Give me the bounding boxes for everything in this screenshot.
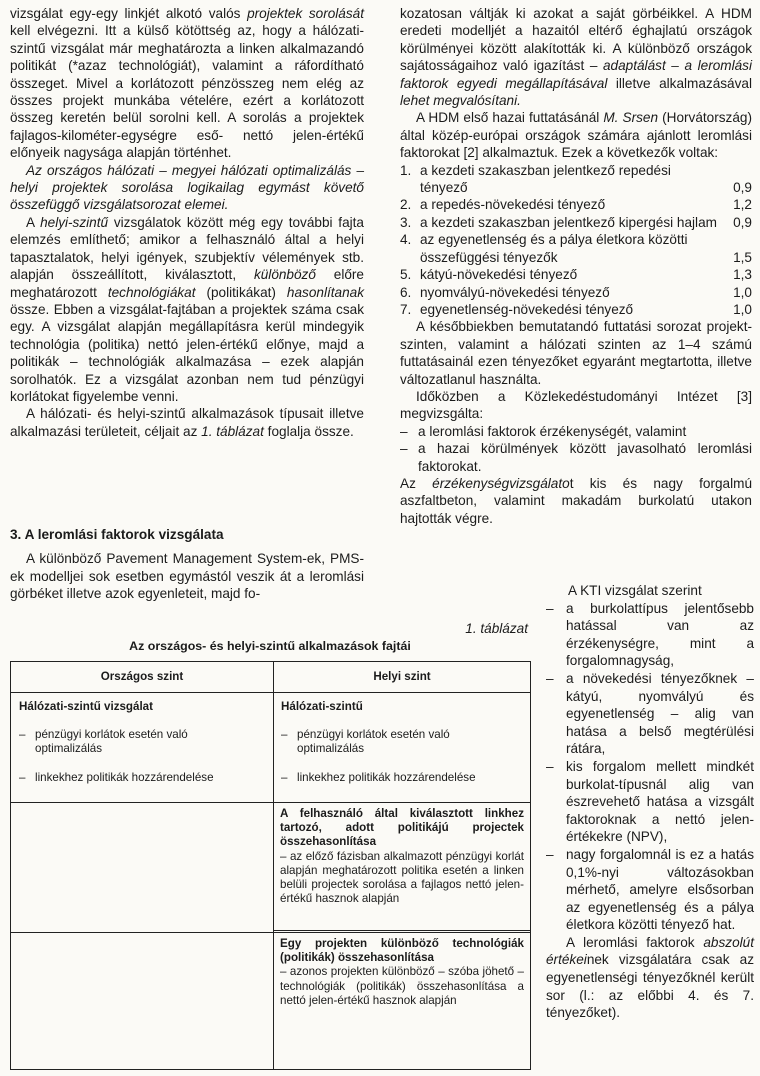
text: M. Srsen (603, 110, 659, 126)
box-heading: A felhasználó által kiválasztott linkhez tartozó, adott politikájú projectek összehasonlítása (280, 807, 524, 849)
text: lehet megvalósítani. (400, 93, 521, 109)
item-value: 1,2 (733, 197, 752, 213)
paragraph: A különböző Pavement Management System-ek, PMS-ek modelljei sok esetben egymástól veszik át a leromlási görbéket illetve azok egyenleteit, majd fo- (10, 551, 364, 602)
header-divider (11, 692, 530, 693)
list-item (19, 728, 265, 756)
table-box (273, 932, 531, 1062)
cell-heading: Hálózati-szintű (281, 700, 363, 713)
list-item (281, 771, 525, 785)
dash-bullet: – (19, 770, 26, 784)
item-text: a leromlási faktorok érzékenységét, valamint (418, 423, 687, 439)
text: t kis és nagy forgalmú aszfaltbeton, valamint makadám burkolatú utakon hajtották végre. (400, 475, 752, 526)
item-number: 2. (400, 197, 412, 213)
dash-bullet: – (546, 600, 554, 616)
item-text: az egyenetlenség és a pálya életkora közötti összefüggési tényezők (420, 232, 688, 265)
item-number: 4. (400, 232, 412, 248)
text: A leromlási faktorok (566, 934, 704, 950)
text: (Horvátország) által közép-európai országok számára ajánlott leromlási faktorokat [2] alkalmaztuk. Ezek a következők voltak: (400, 110, 752, 161)
dash-bullet: – (546, 670, 554, 686)
paragraph (400, 5, 752, 109)
text: 1. táblázat (201, 423, 264, 439)
section-heading: 3. A leromlási faktorok vizsgálata (10, 527, 224, 542)
dash-bullet: – (400, 423, 408, 439)
text: vizsgálat egy-egy linkjét alkotó valós (10, 6, 248, 21)
item-text: linkekhez politikák hozzárendelése (297, 770, 476, 784)
list-item (546, 670, 754, 758)
box-text: – azonos projekten különböző – szóba jöhető – technológiák (politikák) összehasonlítása a nettó jelen-értékű hasznok alapján (280, 965, 524, 1007)
item-number: 3. (400, 214, 412, 230)
text: kozatosan váltják ki azokat a saját görbéikkel. A HDM eredeti modelljét a hazaitól eltérő éghajlatú országok körülményei között alakították ki. A különböző országok sajátosságaihoz való igazítást – (400, 6, 752, 74)
text: helyi-szintű (40, 214, 109, 230)
item-text: linkekhez politikák hozzárendelése (35, 770, 214, 784)
cell-local (281, 700, 525, 785)
item-text: a burkolattípus jelentősebb hatással van az érzékenységre, mint a forgalomnagyság, (566, 600, 754, 669)
dash-bullet: – (546, 846, 554, 862)
section-block (10, 526, 364, 603)
list-item (400, 214, 752, 231)
list-item (400, 196, 752, 213)
dash-bullet: – (19, 728, 26, 742)
list-item (400, 266, 752, 283)
text: adaptálást – a leromlási faktorok egyedi megállapításával (400, 58, 752, 91)
list-item (546, 846, 754, 934)
column-header: Országos szint (100, 670, 184, 683)
list-item (400, 284, 752, 301)
item-value: 1,5 (733, 249, 752, 265)
dash-bullet: – (281, 770, 288, 784)
item-text: a kezdeti szakaszban jelentkező kipergési hajlam (420, 214, 717, 230)
list-item (546, 758, 754, 846)
text: vizsgálatok között még egy további fajta elemzés említhető; amikor a felhasználó által a helyi tapasztalatok, helyi igények, szubjektív vélemények stb. alapján összeállított, kiválasztott, (10, 214, 364, 283)
kti-column (546, 582, 754, 1022)
box-heading: Egy projekten különböző technológiák (politikák) összehasonlítása (280, 937, 524, 965)
text: érzékenységvizsgálato (432, 475, 570, 491)
table-box (273, 802, 531, 931)
row-divider (11, 802, 273, 803)
text: A hálózati- és helyi-szintű alkalmazások típusait illetve alkalmazási területeit, céljait az (10, 406, 364, 439)
item-number: 5. (400, 267, 412, 283)
text: foglalja össze. (263, 423, 354, 439)
text: össze. Ebben a vizsgálat-fajtában a projektek száma csak egy. A vizsgálat alapján megállapításra kerül mindegyik technológia (politika) nettó jelen-értékű előnye, majd a politikák – technológiák alkalmazása – ezek alapján sorolhatók. Ez a vizsgálat azonban nem tud pénzügyi korlátokat figyelembe venni. (10, 301, 364, 404)
item-text: nagy forgalomnál is ez a hatás 0,1%-nyi változásokban mérhető, amelyre elsősorban az egyenetlenség és a pálya életkora közötti tényező hat. (566, 846, 754, 933)
item-text: a kezdeti szakaszban jelentkező repedési tényező (420, 162, 671, 196)
text: kell elvégezni. Itt a külső kötöttség az, hogy a hálózati-szintű vizsgálat már meghatározta a linken alkalmazandó politikát (*azaz technológiát), valamint a ráfordítható összeget. Mivel a korlátozott pénzösszeg nem elég az összes projekt munkába vételére, ezért a korlátozott összeg keretén belül sorolni kell. A sorolás a projektek fajlagos-kilométer-egységre eső- nettó jelen-értékű előnyeik nagysága alapján történhet. (10, 23, 364, 161)
paragraph (10, 405, 364, 440)
item-text: egyenetlenség-növekedési tényező (420, 301, 634, 317)
text: különböző (253, 267, 316, 283)
row-divider (11, 932, 273, 933)
text: előre meghatározott (10, 267, 364, 300)
list-item (400, 162, 752, 197)
text: nek vizsgálatára csak az egyenetlenségi tényezőknél került sor (l.: az előbbi 4. és 7. tényezőket). (546, 952, 754, 1021)
table-title: Az országos- és helyi-szintű alkalmazások fajtái (129, 639, 411, 653)
item-value: 1,0 (733, 284, 752, 300)
text: technológiákat (107, 284, 196, 300)
paragraph (400, 475, 752, 527)
text: A (26, 214, 41, 230)
list-item (19, 771, 265, 785)
text: projektek sorolását (247, 6, 365, 21)
factor-list (400, 162, 752, 319)
item-text: kátyú-növekedési tényező (420, 267, 578, 283)
text: hasonlítanak (286, 284, 364, 300)
item-value: 1,3 (733, 267, 752, 283)
paragraph (400, 109, 752, 161)
right-column (400, 5, 752, 527)
kti-list (546, 600, 754, 934)
left-column (10, 5, 364, 440)
list-item (400, 231, 752, 266)
item-text: a növekedési tényezőknek – kátyú, nyomvályú és egyenetlenség – alig van hatása a belső megtérülési rátára, (566, 670, 754, 757)
list-item (281, 728, 525, 756)
box-text: – az előző fázisban alkalmazott pénzügyi korlát alapján meghatározott politika esetén a linken belüli projectek sorolása a fajlagos nettó jelen-értékű hasznok alapján (280, 849, 524, 906)
item-text: pénzügyi korlátok esetén való optimalizálás (35, 728, 188, 756)
text: illetve alkalmazásával (607, 75, 752, 91)
column-header: Helyi szint (373, 670, 431, 683)
text: (politikákat) (195, 284, 287, 300)
list-item (400, 423, 752, 440)
paragraph (546, 934, 754, 1022)
item-value: 1,0 (733, 301, 752, 317)
list-item (546, 600, 754, 670)
item-text: nyomvályú-növekedési tényező (420, 284, 610, 300)
item-value: 0,9 (733, 180, 752, 196)
dash-bullet: – (281, 728, 288, 742)
list-item (400, 301, 752, 318)
cell-national (19, 700, 265, 785)
dash-bullet: – (400, 441, 408, 457)
item-text: a repedés-növekedési tényező (420, 197, 606, 213)
item-text: a hazai körülmények között javasolható leromlási faktorokat. (418, 441, 752, 474)
paragraph-italic (10, 162, 364, 214)
dash-bullet: – (546, 758, 554, 774)
text: A HDM első hazai futtatásánál (416, 110, 604, 126)
table-label: 1. táblázat (465, 621, 528, 636)
item-number: 7. (400, 301, 412, 317)
item-text: pénzügyi korlátok esetén való optimalizálás (297, 728, 450, 756)
paragraph: A KTI vizsgálat szerint (568, 583, 702, 598)
item-text: kis forgalom mellett mindkét burkolat-típusnál alig van észrevehető hatása a vizsgált faktoroknak a nettó jelen-értékekre (NPV), (566, 758, 754, 845)
dash-list (400, 423, 752, 475)
text: Az országos hálózati – megyei hálózati optimalizálás – helyi projektek sorolása logikailag egymást követő összefüggő vizsgálatsorozat elemei. (10, 162, 364, 213)
text: Az (400, 475, 433, 491)
item-number: 6. (400, 284, 412, 300)
paragraph (10, 5, 364, 162)
item-value: 0,9 (733, 214, 752, 230)
list-item (400, 440, 752, 475)
comparison-table (10, 661, 531, 1070)
item-number: 1. (400, 162, 412, 178)
text: abszolút értékei (546, 934, 754, 968)
paragraph: Időközben a Közlekedéstudományi Intézet [3] megvizsgálta: (400, 388, 752, 422)
cell-heading: Hálózati-szintű vizsgálat (19, 700, 153, 713)
paragraph: A későbbiekben bemutatandó futtatási sorozat projekt-szinten, valamint a hálózati szinten az 1–4 számú futtatásainál ezen tényezőket egyaránt megtartotta, illetve változatlanul használta. (400, 319, 752, 387)
paragraph (10, 214, 364, 405)
